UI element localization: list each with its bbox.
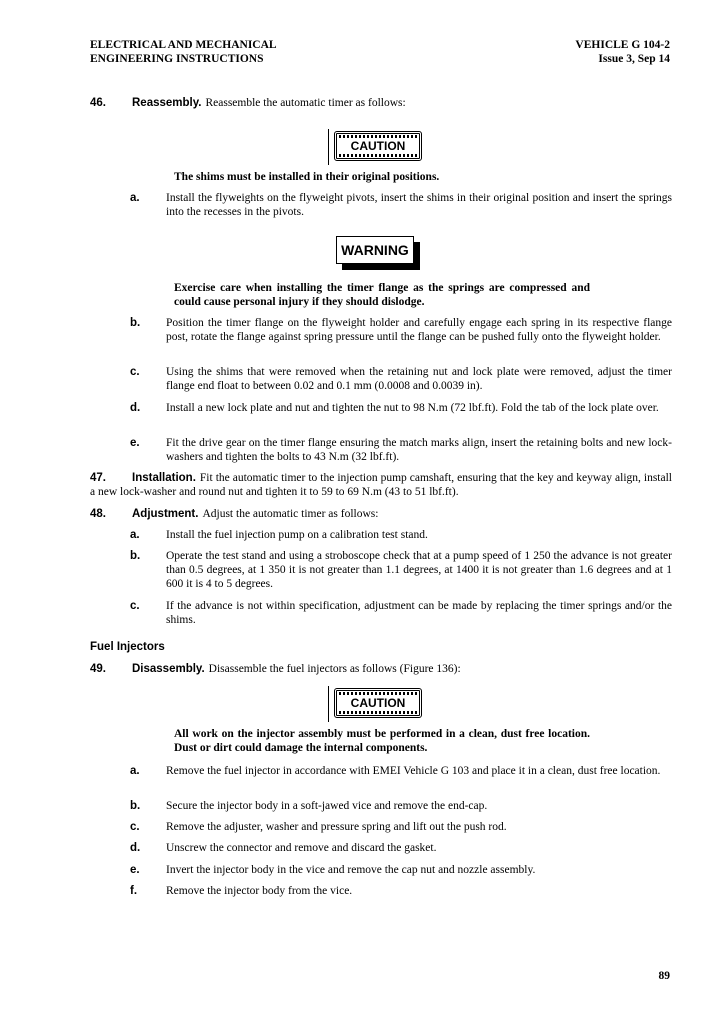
- paragraph-number: 48.: [90, 508, 106, 520]
- step-text: Fit the drive gear on the timer flange ensuring the match marks align, insert the retaining bolts and new lock-washers and tighten the bolts to 43 N.m (32 lbf.ft).: [166, 437, 672, 463]
- paragraph-49: [90, 662, 672, 676]
- caution-label: CAUTION: [350, 139, 406, 153]
- step-49c: [130, 820, 672, 834]
- header-issue: Issue 3, Sep 14: [598, 53, 670, 65]
- header-vehicle: VEHICLE G 104-2: [575, 39, 670, 51]
- step-letter: c.: [130, 366, 140, 378]
- paragraph-text: Adjust the automatic timer as follows:: [202, 508, 379, 520]
- step-text: Remove the injector body from the vice.: [166, 885, 353, 897]
- step-letter: c.: [130, 600, 140, 612]
- paragraph-48: [90, 507, 672, 521]
- step-49d: [130, 841, 672, 855]
- paragraph-number: 47.: [90, 472, 106, 484]
- step-text: Remove the adjuster, washer and pressure spring and lift out the push rod.: [166, 821, 507, 833]
- header-org-line1: ELECTRICAL AND MECHANICAL: [90, 39, 277, 51]
- step-text: If the advance is not within specification, adjustment can be made by replacing the timer springs and/or the shims.: [166, 600, 672, 626]
- step-48a: [130, 528, 672, 542]
- step-letter: c.: [130, 821, 140, 833]
- paragraph-47: [90, 471, 672, 499]
- paragraph-number: 49.: [90, 663, 106, 675]
- warning-box: [336, 236, 424, 272]
- step-text: Invert the injector body in the vice and remove the cap nut and nozzle assembly.: [166, 864, 536, 876]
- step-letter: e.: [130, 437, 140, 449]
- step-text: Install a new lock plate and nut and tighten the nut to 98 N.m (72 lbf.ft). Fold the tab of the lock plate over.: [166, 402, 659, 414]
- step-letter: b.: [130, 317, 141, 329]
- paragraph-text: Reassemble the automatic timer as follows:: [205, 97, 406, 109]
- warning-text: Exercise care when installing the timer flange as the springs are compressed and could cause personal injury if they should dislodge.: [174, 282, 590, 308]
- step-letter: d.: [130, 842, 141, 854]
- step-letter: a.: [130, 192, 140, 204]
- caution-text: The shims must be installed in their original positions.: [174, 171, 440, 183]
- paragraph-46: [90, 96, 672, 110]
- step-text: Remove the fuel injector in accordance with EMEI Vehicle G 103 and place it in a clean, dust free location.: [166, 765, 661, 777]
- step-46d: [130, 401, 672, 415]
- step-46b: [130, 316, 672, 344]
- step-48c: [130, 599, 672, 627]
- step-49a: [130, 764, 672, 778]
- step-49e: [130, 863, 672, 877]
- step-46e: [130, 436, 672, 464]
- step-text: Using the shims that were removed when the retaining nut and lock plate were removed, adjust the timer flange end float to between 0.02 and 0.1 mm (0.0008 and 0.0039 in).: [166, 366, 672, 392]
- step-letter: d.: [130, 402, 141, 414]
- header-left: [90, 38, 277, 66]
- caution-box: [328, 688, 424, 720]
- step-text: Unscrew the connector and remove and discard the gasket.: [166, 842, 437, 854]
- step-text: Position the timer flange on the flyweight holder and carefully engage each spring in its respective flange post, rotate the flange against spring pressure until the flange can be pushed fully onto the flyweight holder.: [166, 317, 672, 343]
- caution-box: [328, 131, 424, 163]
- header-right: [575, 38, 670, 66]
- step-49b: [130, 799, 672, 813]
- paragraph-title: Adjustment.: [132, 508, 199, 520]
- step-49f: [130, 884, 672, 898]
- paragraph-title: Reassembly.: [132, 97, 202, 109]
- caution-text: All work on the injector assembly must be performed in a clean, dust free location. Dust or dirt could damage the internal components.: [174, 728, 590, 754]
- step-46c: [130, 365, 672, 393]
- step-text: Install the flyweights on the flyweight pivots, insert the shims in their original position and insert the springs into the recesses in the pivots.: [166, 192, 672, 218]
- step-letter: b.: [130, 800, 141, 812]
- step-letter: a.: [130, 765, 140, 777]
- paragraph-text: Disassemble the fuel injectors as follows (Figure 136):: [208, 663, 461, 675]
- section-heading: Fuel Injectors: [90, 641, 165, 653]
- step-46a: [130, 191, 672, 219]
- warning-label: WARNING: [336, 236, 414, 264]
- paragraph-title: Disassembly.: [132, 663, 205, 675]
- step-letter: b.: [130, 550, 141, 562]
- step-48b: [130, 549, 672, 591]
- paragraph-title: Installation.: [132, 472, 196, 484]
- paragraph-number: 46.: [90, 97, 106, 109]
- header-org-line2: ENGINEERING INSTRUCTIONS: [90, 53, 264, 65]
- step-text: Operate the test stand and using a stroboscope check that at a pump speed of 1 250 the advance is not greater than 0.5 degrees, at 1 350 it is not greater than 1.1 degrees, at 1400 it is not greater than 1.6 degrees and at 1 600 it is 4 to 5 degrees.: [166, 550, 672, 590]
- step-letter: f.: [130, 885, 138, 897]
- paragraph-text: Fit the automatic timer to the injection pump camshaft, ensuring that the key and keyway align, install a new lock-washer and round nut and tighten it to 59 to 69 N.m (43 to 51 lbf.ft).: [90, 472, 672, 498]
- step-letter: a.: [130, 529, 140, 541]
- caution-label: CAUTION: [350, 696, 406, 710]
- step-letter: e.: [130, 864, 140, 876]
- step-text: Secure the injector body in a soft-jawed vice and remove the end-cap.: [166, 800, 488, 812]
- step-text: Install the fuel injection pump on a calibration test stand.: [166, 529, 428, 541]
- page-number: 89: [658, 970, 670, 982]
